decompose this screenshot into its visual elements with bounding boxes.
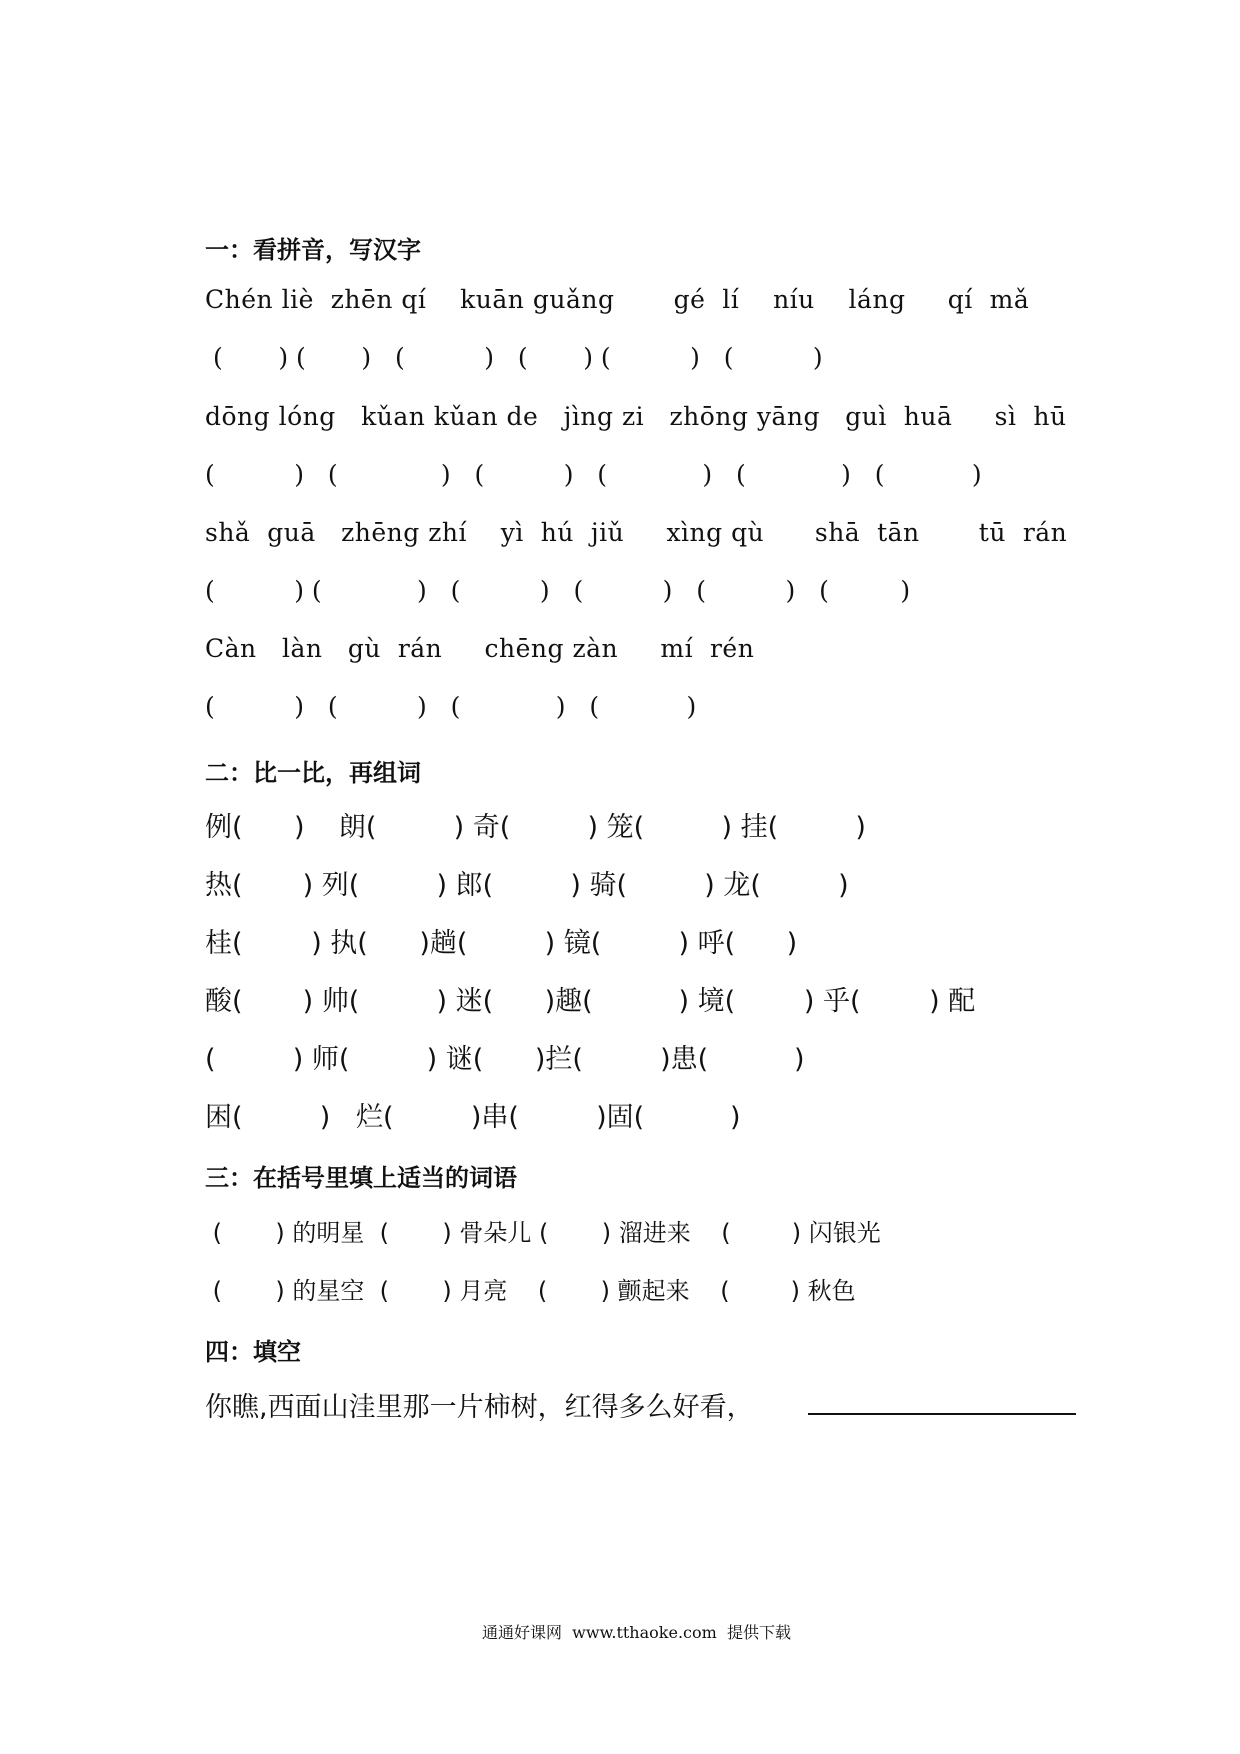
- word-group-row-1: 例( ) 朗( ) 奇( ) 笼( ) 挂( ): [205, 812, 866, 843]
- section-2-heading: 二：比一比，再组词: [205, 759, 421, 787]
- pinyin-row-3: shǎ guā zhēng zhí yì hú jiǔ xìng qù shā tān tū rán: [205, 518, 1068, 547]
- answer-blanks-row-2: ( ) ( ) ( ) ( ) ( ) ( ): [205, 460, 982, 489]
- word-group-row-5: ( ) 师( ) 谜( )拦( )患( ): [205, 1044, 805, 1075]
- section-4-heading: 四：填空: [205, 1338, 301, 1366]
- word-group-row-4: 酸( ) 帅( ) 迷( )趣( ) 境( ) 乎( ) 配: [205, 986, 976, 1017]
- pinyin-row-1: Chén liè zhēn qí kuān guǎng gé lí níu láng qí mǎ: [205, 285, 1030, 314]
- fill-words-row-1: ( ) 的明星 ( ) 骨朵儿 ( ) 溜进来 ( ) 闪银光: [205, 1219, 881, 1247]
- pinyin-row-4: Càn làn gù rán chēng zàn mí rén: [205, 634, 755, 663]
- section-1-heading: 一：看拼音，写汉字: [205, 236, 421, 264]
- section-3-heading: 三：在括号里填上适当的词语: [205, 1164, 517, 1192]
- fill-blank-answer-line[interactable]: [808, 1413, 1076, 1415]
- fill-words-row-2: ( ) 的星空 ( ) 月亮 ( ) 颤起来 ( ) 秋色: [205, 1277, 856, 1305]
- answer-blanks-row-1: ( ) ( ) ( ) ( ) ( ) ( ): [205, 343, 823, 372]
- answer-blanks-row-4: ( ) ( ) ( ) ( ): [205, 692, 697, 721]
- word-group-row-6: 困( ) 烂( )串( )固( ): [205, 1102, 741, 1133]
- word-group-row-3: 桂( ) 执( )趟( ) 镜( ) 呼( ): [205, 928, 798, 959]
- answer-blanks-row-3: ( ) ( ) ( ) ( ) ( ) ( ): [205, 576, 911, 605]
- pinyin-row-2: dōng lóng kǔan kǔan de jìng zi zhōng yāng guì huā sì hū: [205, 402, 1067, 431]
- page-footer: 通通好课网 www.tthaoke.com 提供下载: [482, 1623, 791, 1642]
- fill-blank-sentence: 你瞧,西面山洼里那一片柿树，红得多么好看，: [205, 1392, 754, 1423]
- word-group-row-2: 热( ) 列( ) 郎( ) 骑( ) 龙( ): [205, 870, 849, 901]
